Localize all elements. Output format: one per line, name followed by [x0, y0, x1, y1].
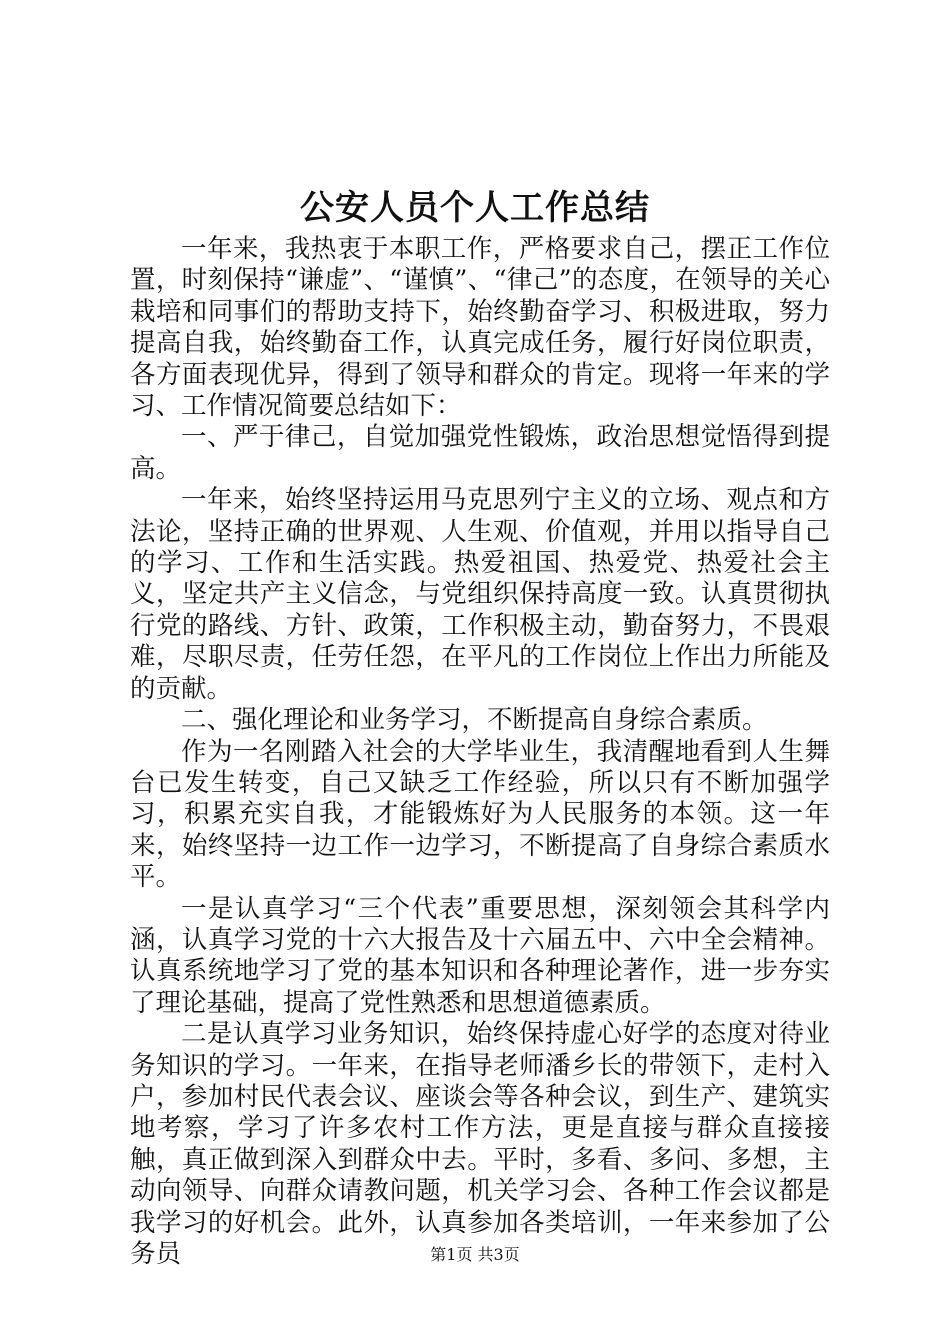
page-number: 第1页 共3页 — [430, 1245, 520, 1264]
section-1-paragraph: 一年来，始终坚持运用马克思列宁主义的立场、观点和方法论，坚持正确的世界观、人生观、价值观，并用以指导自己的学习、工作和生活实践。热爱祖国、热爱党、热爱社会主义，坚定共产主义信念，与党组织保持高度一致。认真贯彻执行党的路线、方针、政策，工作积极主动，勤奋努力，不畏艰难，尽职尽责，任劳任怨，在平凡的工作岗位上作出力所能及的贡献。 — [130, 485, 830, 704]
intro-paragraph: 一年来，我热衷于本职工作，严格要求自己，摆正工作位置，时刻保持“谦虚”、“谨慎”、“律己”的态度，在领导的关心栽培和同事们的帮助支持下，始终勤奋学习、积极进取，努力提高自我，始终勤奋工作，认真完成任务，履行好岗位职责，各方面表现优异，得到了领导和群众的肯定。现将一年来的学习、工作情况简要总结如下： — [130, 234, 830, 422]
point-2-paragraph: 二是认真学习业务知识，始终保持虚心好学的态度对待业务知识的学习。一年来，在指导老师潘乡长的带领下，走村入户，参加村民代表会议、座谈会等各种会议，到生产、建筑实地考察，学习了许多农村工作方法，更是直接与群众直接接触，真正做到深入到群众中去。平时，多看、多问、多想，主动向领导、向群众请教问题，机关学习会、各种工作会议都是我学习的好机会。此外，认真参加各类培训，一年来参加了公务员 — [130, 1019, 830, 1269]
section-heading-1: 一、严于律己，自觉加强党性锻炼，政治思想觉悟得到提高。 — [130, 422, 830, 484]
section-heading-2: 二、强化理论和业务学习，不断提高自身综合素质。 — [181, 705, 768, 736]
point-1-paragraph: 一是认真学习“三个代表”重要思想，深刻领会其科学内涵，认真学习党的十六大报告及十六届五中、六中全会精神。认真系统地学习了党的基本知识和各种理论著作，进一步夯实了理论基础，提高了党性熟悉和思想道德素质。 — [130, 893, 830, 1018]
section-2-paragraph: 作为一名刚踏入社会的大学毕业生，我清醒地看到人生舞台已发生转变，自己又缺乏工作经验，所以只有不断加强学习，积累充实自我，才能锻炼好为人民服务的本领。这一年来，始终坚持一边工作一边学习，不断提高了自身综合素质水平。 — [130, 736, 830, 893]
document-title: 公安人员个人工作总结 — [300, 188, 650, 228]
document-body — [130, 234, 830, 1270]
